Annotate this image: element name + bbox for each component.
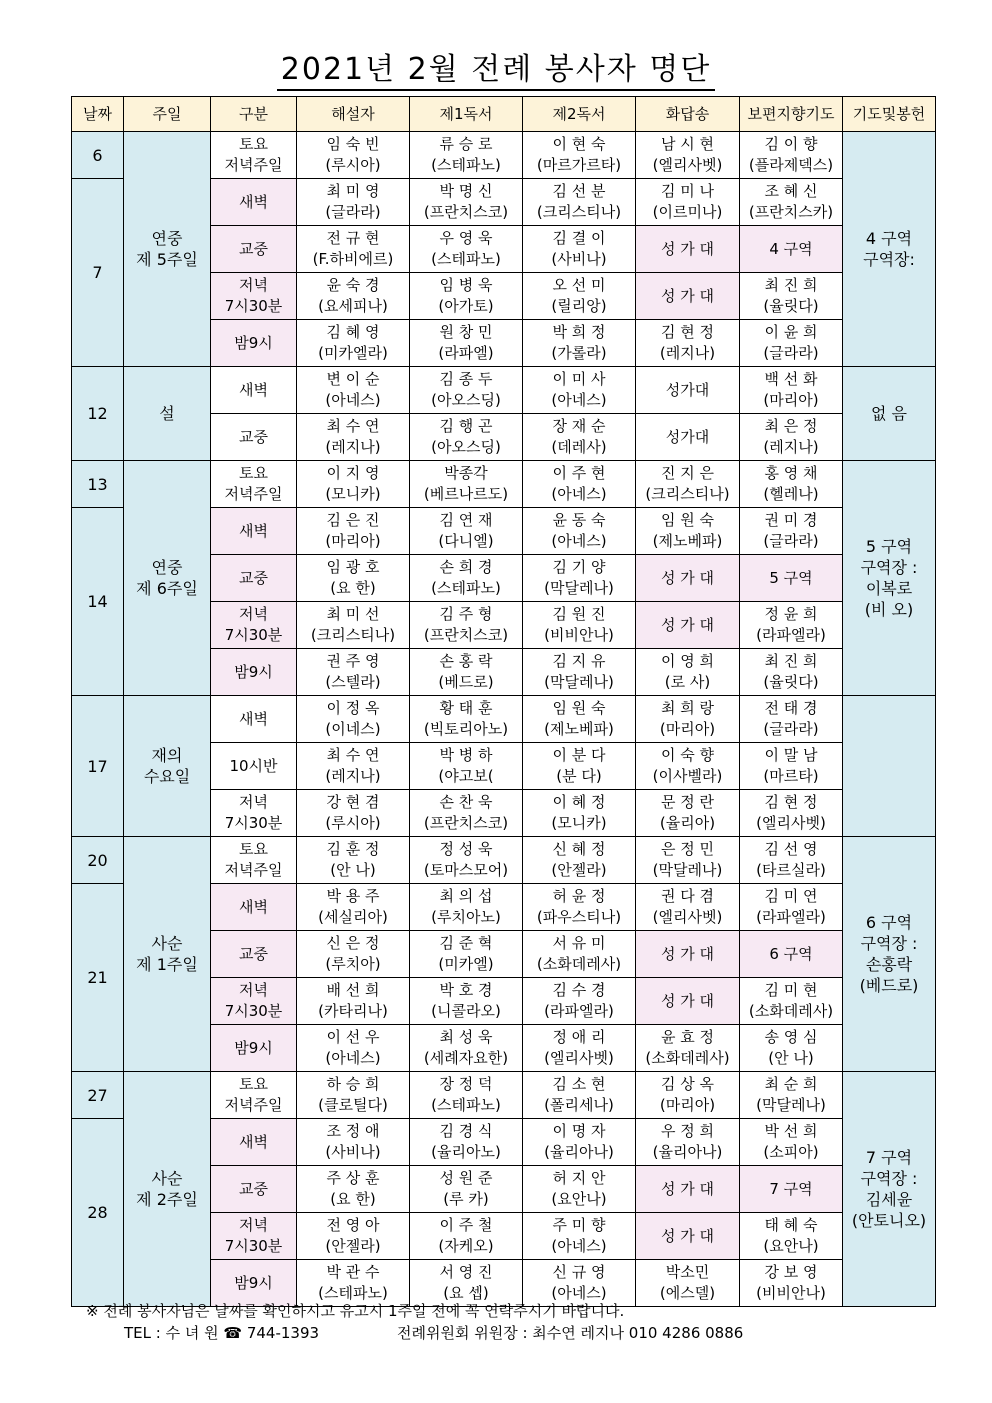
reading2-cell: 김 수 경 (라파엘라): [523, 978, 636, 1025]
reading2-cell: 이 주 현 (아네스): [523, 461, 636, 508]
commentator-cell: 주 상 훈 (요 한): [297, 1166, 410, 1213]
intercessions-cell: 김 이 향 (플라제덱스): [740, 132, 843, 179]
commentator-cell: 이 선 우 (아네스): [297, 1025, 410, 1072]
intercessions-cell: 정 윤 희 (라파엘라): [740, 602, 843, 649]
reading2-cell: 김 선 분 (크리스티나): [523, 179, 636, 226]
commentator-cell: 권 주 영 (스텔라): [297, 649, 410, 696]
intercessions-cell: 강 보 영 (비비안나): [740, 1260, 843, 1307]
reading1-cell: 정 성 욱 (토마스모어): [410, 837, 523, 884]
psalm-cell: 최 희 랑 (마리아): [636, 696, 740, 743]
reading1-cell: 김 연 재 (다니엘): [410, 508, 523, 555]
reading1-cell: 임 병 욱 (아가토): [410, 273, 523, 320]
category-cell: 밤9시: [211, 1260, 297, 1307]
reading1-cell: 원 창 민 (라파엘): [410, 320, 523, 367]
page-title-text: 2021년 2월 전례 봉사자 명단: [277, 52, 715, 91]
date-cell: 21: [72, 884, 124, 1072]
reading1-cell: 손 홍 락 (베드로): [410, 649, 523, 696]
category-cell: 새벽: [211, 367, 297, 414]
commentator-cell: 강 현 겸 (루시아): [297, 790, 410, 837]
date-cell: 13: [72, 461, 124, 508]
psalm-cell: 은 정 민 (막달레나): [636, 837, 740, 884]
reading1-cell: 박 명 신 (프란치스코): [410, 179, 523, 226]
header-psalm: 화답송: [636, 97, 740, 132]
psalm-cell: 성 가 대: [636, 1213, 740, 1260]
reading2-cell: 김 지 유 (막달레나): [523, 649, 636, 696]
category-cell: 교중: [211, 226, 297, 273]
footer: [86, 1300, 743, 1344]
table-row: [72, 461, 936, 508]
footer-note: ※ 전례 봉사자님은 날짜를 확인하시고 유고시 1주일 전에 꼭 연락주시기 바랍니다.: [86, 1302, 625, 1320]
category-cell: 새벽: [211, 508, 297, 555]
header-reading1: 제1독서: [410, 97, 523, 132]
reading2-cell: 신 혜 정 (안젤라): [523, 837, 636, 884]
intercessions-cell: 박 선 희 (소피아): [740, 1119, 843, 1166]
reading2-cell: 정 애 리 (엘리사벳): [523, 1025, 636, 1072]
reading1-cell: 손 찬 욱 (프란치스코): [410, 790, 523, 837]
category-cell: 새벽: [211, 884, 297, 931]
category-cell: 교중: [211, 555, 297, 602]
intercessions-cell: 최 은 정 (레지나): [740, 414, 843, 461]
reading1-cell: 김 준 혁 (미카엘): [410, 931, 523, 978]
psalm-cell: 성 가 대: [636, 273, 740, 320]
category-cell: 밤9시: [211, 649, 297, 696]
reading2-cell: 이 혜 정 (모니카): [523, 790, 636, 837]
intercessions-cell: 김 현 정 (엘리사벳): [740, 790, 843, 837]
commentator-cell: 신 은 정 (루치아): [297, 931, 410, 978]
psalm-cell: 성 가 대: [636, 978, 740, 1025]
header-commentator: 해설자: [297, 97, 410, 132]
intercessions-cell: 송 영 심 (안 나): [740, 1025, 843, 1072]
intercessions-cell: 7 구역: [740, 1166, 843, 1213]
category-cell: 밤9시: [211, 320, 297, 367]
category-cell: 교중: [211, 414, 297, 461]
reading1-cell: 김 종 두 (아오스딩): [410, 367, 523, 414]
reading1-cell: 박종각 (베르나르도): [410, 461, 523, 508]
header-intercessions: 보편지향기도: [740, 97, 843, 132]
sunday-cell: 연중 제 6주일: [124, 461, 211, 696]
intercessions-cell: 이 말 남 (마르타): [740, 743, 843, 790]
psalm-cell: 박소민 (에스델): [636, 1260, 740, 1307]
commentator-cell: 윤 숙 경 (요세피나): [297, 273, 410, 320]
reading2-cell: 김 소 현 (폴리세나): [523, 1072, 636, 1119]
reading1-cell: 김 주 형 (프란치스코): [410, 602, 523, 649]
category-cell: 밤9시: [211, 1025, 297, 1072]
category-cell: 저녁 7시30분: [211, 978, 297, 1025]
psalm-cell: 남 시 현 (엘리사벳): [636, 132, 740, 179]
sunday-cell: 설: [124, 367, 211, 461]
header-offering: 기도및봉헌: [843, 97, 936, 132]
psalm-cell: 권 다 겸 (엘리사벳): [636, 884, 740, 931]
commentator-cell: 전 영 아 (안젤라): [297, 1213, 410, 1260]
reading2-cell: 허 윤 정 (파우스티나): [523, 884, 636, 931]
reading2-cell: 이 명 자 (율리아나): [523, 1119, 636, 1166]
intercessions-cell: 최 순 희 (막달레나): [740, 1072, 843, 1119]
category-cell: 토요 저녁주일: [211, 1072, 297, 1119]
date-cell: 14: [72, 508, 124, 696]
psalm-cell: 성 가 대: [636, 1166, 740, 1213]
reading2-cell: 허 지 안 (요안나): [523, 1166, 636, 1213]
category-cell: 교중: [211, 931, 297, 978]
intercessions-cell: 5 구역: [740, 555, 843, 602]
roster-body: [72, 132, 936, 1307]
psalm-cell: 성 가 대: [636, 602, 740, 649]
category-cell: 새벽: [211, 696, 297, 743]
reading2-cell: 윤 동 숙 (아네스): [523, 508, 636, 555]
commentator-cell: 변 이 순 (아네스): [297, 367, 410, 414]
category-cell: 저녁 7시30분: [211, 273, 297, 320]
category-cell: 토요 저녁주일: [211, 461, 297, 508]
header-category: 구분: [211, 97, 297, 132]
psalm-cell: 성 가 대: [636, 931, 740, 978]
commentator-cell: 임 광 호 (요 한): [297, 555, 410, 602]
reading1-cell: 김 행 곤 (아오스딩): [410, 414, 523, 461]
intercessions-cell: 전 태 경 (글라라): [740, 696, 843, 743]
intercessions-cell: 권 미 경 (글라라): [740, 508, 843, 555]
psalm-cell: 성가대: [636, 414, 740, 461]
reading2-cell: 장 재 순 (데레사): [523, 414, 636, 461]
reading2-cell: 신 규 영 (아네스): [523, 1260, 636, 1307]
reading1-cell: 장 정 덕 (스테파노): [410, 1072, 523, 1119]
intercessions-cell: 6 구역: [740, 931, 843, 978]
date-cell: 28: [72, 1119, 124, 1307]
offering-cell: [843, 696, 936, 837]
psalm-cell: 김 현 정 (레지나): [636, 320, 740, 367]
category-cell: 토요 저녁주일: [211, 132, 297, 179]
intercessions-cell: 김 선 영 (타르실라): [740, 837, 843, 884]
reading2-cell: 서 유 미 (소화데레사): [523, 931, 636, 978]
commentator-cell: 하 승 희 (클로틸다): [297, 1072, 410, 1119]
reading1-cell: 김 경 식 (율리아노): [410, 1119, 523, 1166]
reading1-cell: 박 병 하 (야고보(: [410, 743, 523, 790]
commentator-cell: 박 관 수 (스테파노): [297, 1260, 410, 1307]
psalm-cell: 윤 효 정 (소화데레사): [636, 1025, 740, 1072]
commentator-cell: 김 훈 정 (안 나): [297, 837, 410, 884]
reading1-cell: 이 주 철 (자케오): [410, 1213, 523, 1260]
date-cell: 17: [72, 696, 124, 837]
intercessions-cell: 백 선 화 (마리아): [740, 367, 843, 414]
header-row: [72, 97, 936, 132]
commentator-cell: 이 정 옥 (이네스): [297, 696, 410, 743]
reading1-cell: 최 성 욱 (세례자요한): [410, 1025, 523, 1072]
reading2-cell: 이 미 사 (아네스): [523, 367, 636, 414]
psalm-cell: 이 영 희 (로 사): [636, 649, 740, 696]
date-cell: 12: [72, 367, 124, 461]
psalm-cell: 김 미 나 (이르미나): [636, 179, 740, 226]
footer-contact: [86, 1322, 743, 1344]
reading1-cell: 손 희 경 (스테파노): [410, 555, 523, 602]
table-row: [72, 367, 936, 414]
sunday-cell: 사순 제 2주일: [124, 1072, 211, 1307]
reading2-cell: 오 선 미 (릴리앙): [523, 273, 636, 320]
reading1-cell: 최 의 섭 (루치아노): [410, 884, 523, 931]
sunday-cell: 사순 제 1주일: [124, 837, 211, 1072]
header-reading2: 제2독서: [523, 97, 636, 132]
reading1-cell: 황 태 훈 (빅토리아노): [410, 696, 523, 743]
reading1-cell: 박 호 경 (니콜라오): [410, 978, 523, 1025]
commentator-cell: 최 수 연 (레지나): [297, 414, 410, 461]
commentator-cell: 전 규 현 (F.하비에르): [297, 226, 410, 273]
offering-cell: 4 구역 구역장:: [843, 132, 936, 367]
offering-cell: 6 구역 구역장 : 손홍락 (베드로): [843, 837, 936, 1072]
reading2-cell: 이 현 숙 (마르가르타): [523, 132, 636, 179]
reading2-cell: 김 원 진 (비비안나): [523, 602, 636, 649]
table-row: [72, 837, 936, 884]
table-row: [72, 132, 936, 179]
intercessions-cell: 최 진 희 (율릿다): [740, 649, 843, 696]
table-row: [72, 696, 936, 743]
intercessions-cell: 조 혜 신 (프란치스카): [740, 179, 843, 226]
psalm-cell: 진 지 은 (크리스티나): [636, 461, 740, 508]
footer-committee: 전례위원회 위원장 : 최수연 레지나 010 4286 0886: [397, 1324, 744, 1342]
intercessions-cell: 이 윤 희 (글라라): [740, 320, 843, 367]
category-cell: 새벽: [211, 179, 297, 226]
commentator-cell: 박 용 주 (세실리아): [297, 884, 410, 931]
offering-cell: 7 구역 구역장 : 김세윤 (안토니오): [843, 1072, 936, 1307]
intercessions-cell: 4 구역: [740, 226, 843, 273]
commentator-cell: 최 미 영 (글라라): [297, 179, 410, 226]
psalm-cell: 성 가 대: [636, 555, 740, 602]
commentator-cell: 이 지 영 (모니카): [297, 461, 410, 508]
commentator-cell: 최 미 선 (크리스티나): [297, 602, 410, 649]
reading1-cell: 류 승 로 (스테파노): [410, 132, 523, 179]
commentator-cell: 최 수 연 (레지나): [297, 743, 410, 790]
reading1-cell: 우 영 욱 (스테파노): [410, 226, 523, 273]
category-cell: 저녁 7시30분: [211, 790, 297, 837]
category-cell: 저녁 7시30분: [211, 602, 297, 649]
offering-cell: 없 음: [843, 367, 936, 461]
reading2-cell: 박 희 정 (가롤라): [523, 320, 636, 367]
commentator-cell: 배 선 희 (카타리나): [297, 978, 410, 1025]
category-cell: 새벽: [211, 1119, 297, 1166]
intercessions-cell: 태 혜 숙 (요안나): [740, 1213, 843, 1260]
psalm-cell: 성가대: [636, 367, 740, 414]
intercessions-cell: 최 진 희 (율릿다): [740, 273, 843, 320]
footer-tel: TEL : 수 녀 원 ☎ 744-1393: [124, 1324, 320, 1342]
date-cell: 7: [72, 179, 124, 367]
psalm-cell: 성 가 대: [636, 226, 740, 273]
date-cell: 27: [72, 1072, 124, 1119]
sunday-cell: 재의 수요일: [124, 696, 211, 837]
date-cell: 20: [72, 837, 124, 884]
category-cell: 교중: [211, 1166, 297, 1213]
commentator-cell: 김 혜 영 (미카엘라): [297, 320, 410, 367]
reading2-cell: 주 미 향 (아네스): [523, 1213, 636, 1260]
header-sunday: 주일: [124, 97, 211, 132]
category-cell: 10시반: [211, 743, 297, 790]
reading2-cell: 김 결 이 (사비나): [523, 226, 636, 273]
psalm-cell: 이 숙 향 (이사벨라): [636, 743, 740, 790]
intercessions-cell: 김 미 연 (라파엘라): [740, 884, 843, 931]
commentator-cell: 조 정 애 (사비나): [297, 1119, 410, 1166]
roster-table: [71, 96, 936, 1307]
reading1-cell: 성 원 준 (루 카): [410, 1166, 523, 1213]
header-date: 날짜: [72, 97, 124, 132]
intercessions-cell: 김 미 현 (소화데레사): [740, 978, 843, 1025]
psalm-cell: 문 정 란 (율리아): [636, 790, 740, 837]
category-cell: 토요 저녁주일: [211, 837, 297, 884]
psalm-cell: 김 상 옥 (마리아): [636, 1072, 740, 1119]
reading1-cell: 서 영 진 (요 셉): [410, 1260, 523, 1307]
table-row: [72, 1072, 936, 1119]
reading2-cell: 이 분 다 (분 다): [523, 743, 636, 790]
category-cell: 저녁 7시30분: [211, 1213, 297, 1260]
page-title: [0, 44, 992, 88]
reading2-cell: 임 원 숙 (제노베파): [523, 696, 636, 743]
intercessions-cell: 홍 영 채 (헬레나): [740, 461, 843, 508]
commentator-cell: 김 은 진 (마리아): [297, 508, 410, 555]
reading2-cell: 김 기 양 (막달레나): [523, 555, 636, 602]
psalm-cell: 우 정 희 (율리아나): [636, 1119, 740, 1166]
sunday-cell: 연중 제 5주일: [124, 132, 211, 367]
date-cell: 6: [72, 132, 124, 179]
commentator-cell: 임 숙 빈 (루시아): [297, 132, 410, 179]
offering-cell: 5 구역 구역장 : 이복로 (비 오): [843, 461, 936, 696]
psalm-cell: 임 원 숙 (제노베파): [636, 508, 740, 555]
